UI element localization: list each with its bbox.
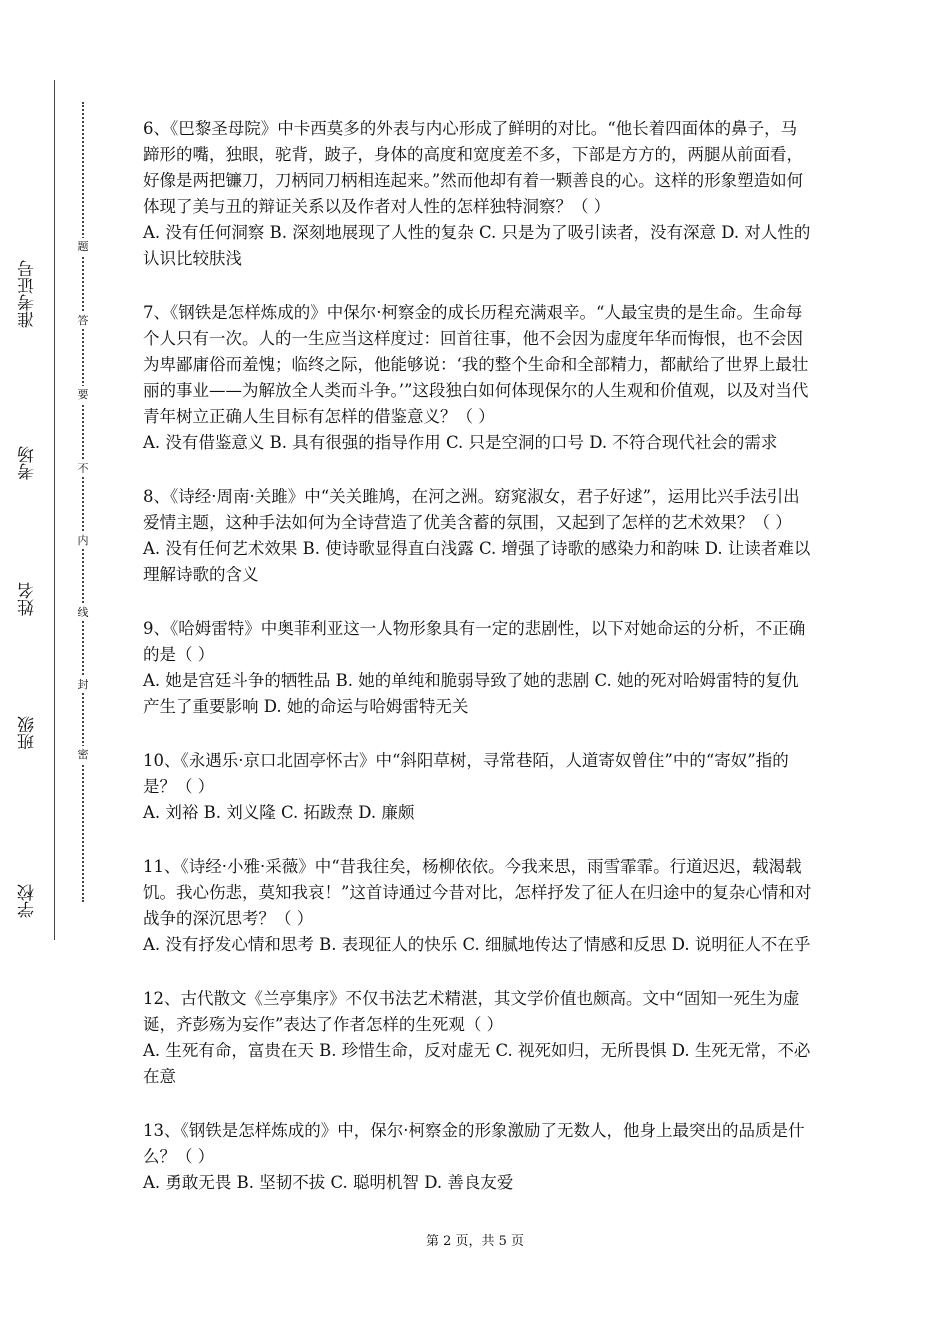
seal-char-da: 答 xyxy=(75,312,91,329)
field-exam-room: 考场 xyxy=(20,442,54,484)
seal-char-yao: 要 xyxy=(75,386,91,403)
question-stem: 9、《哈姆雷特》中奥菲利亚这一人物形象具有一定的悲剧性，以下对她命运的分析，不正确的是（ ） xyxy=(143,619,806,664)
question-stem: 11、《诗经·小雅·采薇》中“昔我往矣，杨柳依依。今我来思，雨雪霏霏。行道迟迟，载渴载饥。我心伤悲，莫知我哀！”这首诗通过今昔对比，怎样抒发了征人在归途中的复杂心情和对战争的深沉思考？（ ） xyxy=(143,857,812,928)
seal-char-nei: 内 xyxy=(75,532,91,549)
question-stem: 6、《巴黎圣母院》中卡西莫多的外表与内心形成了鲜明的对比。“他长着四面体的鼻子，马蹄形的嘴，独眼，驼背，跛子，身体的高度和宽度差不多，下部是方方的，两腿从前面看，好像是两把镰刀，刀柄同刀柄相连起来。”然而他却有着一颗善良的心。这样的形象塑造如何体现了美与丑的辩证关系以及作者对人性的怎样独特洞察？（ ） xyxy=(143,119,804,216)
binding-dotted-line xyxy=(82,102,84,902)
question-stem: 10、《永遇乐·京口北固亭怀古》中“斜阳草树，寻常巷陌，人道寄奴曾住”中的“寄奴”指的是？（ ） xyxy=(143,751,789,796)
seal-char-xian: 线 xyxy=(75,604,91,621)
question-options: A. 刘裕 B. 刘义隆 C. 拓跋焘 D. 廉颇 xyxy=(143,803,415,822)
seal-char-feng: 封 xyxy=(75,676,91,693)
question-8 xyxy=(143,484,813,588)
field-school: 学校 xyxy=(20,880,54,922)
question-options: A. 没有任何洞察 B. 深刻地展现了人性的复杂 C. 只是为了吸引读者，没有深意 D. 对人性的认识比较肤浅 xyxy=(143,223,811,268)
question-12 xyxy=(143,986,813,1090)
question-9 xyxy=(143,616,813,720)
question-10 xyxy=(143,748,813,826)
seal-char-bu: 不 xyxy=(75,460,91,477)
question-stem: 13、《钢铁是怎样炼成的》中，保尔·柯察金的形象激励了无数人，他身上最突出的品质是什么？（ ） xyxy=(143,1121,805,1166)
binding-solid-line xyxy=(54,80,55,940)
field-admission-number: 准考证号 xyxy=(20,256,54,332)
question-6 xyxy=(143,116,813,272)
question-list xyxy=(143,116,813,1224)
seal-char-mi: 密 xyxy=(75,746,91,763)
question-options: A. 没有借鉴意义 B. 具有很强的指导作用 C. 只是空洞的口号 D. 不符合现代社会的需求 xyxy=(143,433,778,452)
question-11 xyxy=(143,854,813,958)
question-13 xyxy=(143,1118,813,1196)
question-options: A. 没有任何艺术效果 B. 使诗歌显得直白浅露 C. 增强了诗歌的感染力和韵味 D. 让读者难以理解诗歌的含义 xyxy=(143,539,811,584)
question-options: A. 勇敢无畏 B. 坚韧不拔 C. 聪明机智 D. 善良友爱 xyxy=(143,1173,514,1192)
page-footer: 第 2 页，共 5 页 xyxy=(425,1234,525,1249)
question-options: A. 她是宫廷斗争的牺牲品 B. 她的单纯和脆弱导致了她的悲剧 C. 她的死对哈姆雷特的复仇产生了重要影响 D. 她的命运与哈姆雷特无关 xyxy=(143,671,799,716)
question-options: A. 生死有命，富贵在天 B. 珍惜生命，反对虚无 C. 视死如归，无所畏惧 D. 生死无常，不必在意 xyxy=(143,1041,811,1086)
field-class: 班级 xyxy=(20,712,54,754)
question-stem: 8、《诗经·周南·关雎》中“关关雎鸠，在河之洲。窈窕淑女，君子好逑”，运用比兴手法引出爱情主题，这种手法如何为全诗营造了优美含蓄的氛围，又起到了怎样的艺术效果？（ ） xyxy=(143,487,800,532)
question-options: A. 没有抒发心情和思考 B. 表现征人的快乐 C. 细腻地传达了情感和反思 D. 说明征人不在乎 xyxy=(143,935,811,954)
seal-char-ti: 题 xyxy=(75,238,91,255)
field-name: 姓名 xyxy=(20,578,54,620)
question-stem: 7、《钢铁是怎样炼成的》中保尔·柯察金的成长历程充满艰辛。“人最宝贵的是生命。生命每个人只有一次。人的一生应当这样度过：回首往事，他不会因为虚度年华而悔恨，也不会因为卑鄙庸俗而羞愧；临终之际，他能够说：‘我的整个生命和全部精力，都献给了世界上最壮丽的事业——为解放全人类而斗争。’”这段独白如何体现保尔的人生观和价值观，以及对当代青年树立正确人生目标有怎样的借鉴意义？（ ） xyxy=(143,303,809,426)
question-stem: 12、古代散文《兰亭集序》不仅书法艺术精湛，其文学价值也颇高。文中“固知一死生为虚诞，齐彭殇为妄作”表达了作者怎样的生死观（ ） xyxy=(143,989,800,1034)
question-7 xyxy=(143,300,813,456)
binding-margin xyxy=(16,80,89,940)
